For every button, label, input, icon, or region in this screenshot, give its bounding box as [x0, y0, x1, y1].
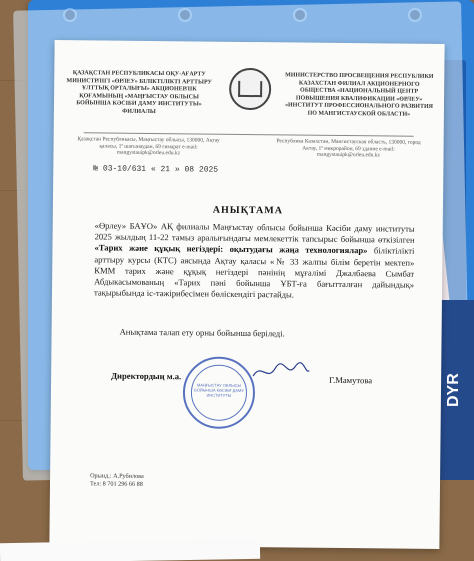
signatory-title: Директордың м.а.	[111, 370, 182, 382]
executor-info	[90, 472, 144, 489]
signatory-name: Г.Мамутова	[329, 374, 373, 386]
body-text-part2: біліктілікті арттыру курсы (КТС) аясында Ақтау қаласы «№ 33 жалпы білім беретін мектеп» КММ тарих және құқық негіздері пәнінің мұғалімі Джалбаева Сымбат Абдыкасымованың «Тарих пәні бойынша ҰБТ-ға бағытталған дайындық» тақырыбында іс-тәжірибесімен бөліскендігі растайды.	[93, 245, 415, 300]
bottom-paper-edge	[0, 539, 260, 561]
stamp-text: МАҢҒЫСТАУ ОБЛЫСЫ БОЙЫНША КӘСІБИ ДАМУ ИНСТИТУТЫ	[194, 382, 244, 398]
book-icon	[238, 81, 262, 97]
body-text-part1: «Өрлеу» БАҰО» АҚ филиалы Маңғыстау облысы бойынша Кәсіби даму институты 2025 жылдың 11-22 тамыз аралығындағы мемлекеттік тапсырыс бойынша өткізілген	[94, 220, 415, 245]
executor-phone: Тел: 8 701 296 66 88	[89, 480, 143, 488]
executor-name: Орынд.: А.Рубилова	[90, 472, 144, 480]
address-kazakh: Қазақстан Республикасы, Маңғыстау облысы, 130000, Ақтау қаласы, 1ª шағынаудан, 69 ғимарат e-mail: mangystauipk@orleu.edu.kz	[77, 136, 220, 157]
handwritten-signature	[251, 358, 311, 385]
organization-logo	[229, 68, 271, 110]
book-spine: DYR	[434, 300, 474, 480]
official-stamp	[183, 356, 256, 429]
course-title: «Тарих және құқық негіздері: оқытудағы жаңа технологиялар»	[94, 242, 368, 256]
address-russian: Республика Казахстан, Мангистауская область, 130000, город Актау, 1ª микрорайон, 69 здание e-mail: mangystauipk@orleu.edu.kz	[276, 138, 421, 159]
header-russian: МИНИСТЕРСТВО ПРОСВЕЩЕНИЯ РЕСПУБЛИКИ КАЗАХСТАН ФИЛИАЛ АКЦИОНЕРНОГО ОБЩЕСТВА «НАЦИОНАЛЬНЫЙ ЦЕНТР ПОВЫШЕНИЯ КВАЛИФИКАЦИИ «ӨРЛЕУ» «ИНСТИТУТ ПРОФЕССИОНАЛЬНОГО РАЗВИТИЯ ПО МАНГИСТАУСКОЙ ОБЛАСТИ»	[284, 72, 434, 118]
certificate-page	[49, 40, 444, 549]
document-title: АНЫҚТАМА	[212, 204, 283, 217]
issued-note: Анықтама талап ету орны бойынша беріледі.	[119, 326, 285, 339]
document-body	[94, 220, 415, 302]
registration-number: № 03-10/631 « 21 » 08 2025	[93, 164, 219, 175]
header-kazakh: ҚАЗАҚСТАН РЕСПУБЛИКАСЫ ОҚУ-АҒАРТУ МИНИСТРЛІГІ «ӨРЛЕУ» БІЛІКТІЛІКТІ АРТТЫРУ ҰЛТТЫҚ ОРТАЛЫҒЫ» АКЦИОНЕРЛІК ҚОҒАМЫНЫҢ «МАҢҒЫСТАУ ОБЛЫСЫ БОЙЫНША КӘСІБИ ДАМУ ИНСТИТУТЫ» ФИЛИАЛЫ	[66, 70, 212, 115]
